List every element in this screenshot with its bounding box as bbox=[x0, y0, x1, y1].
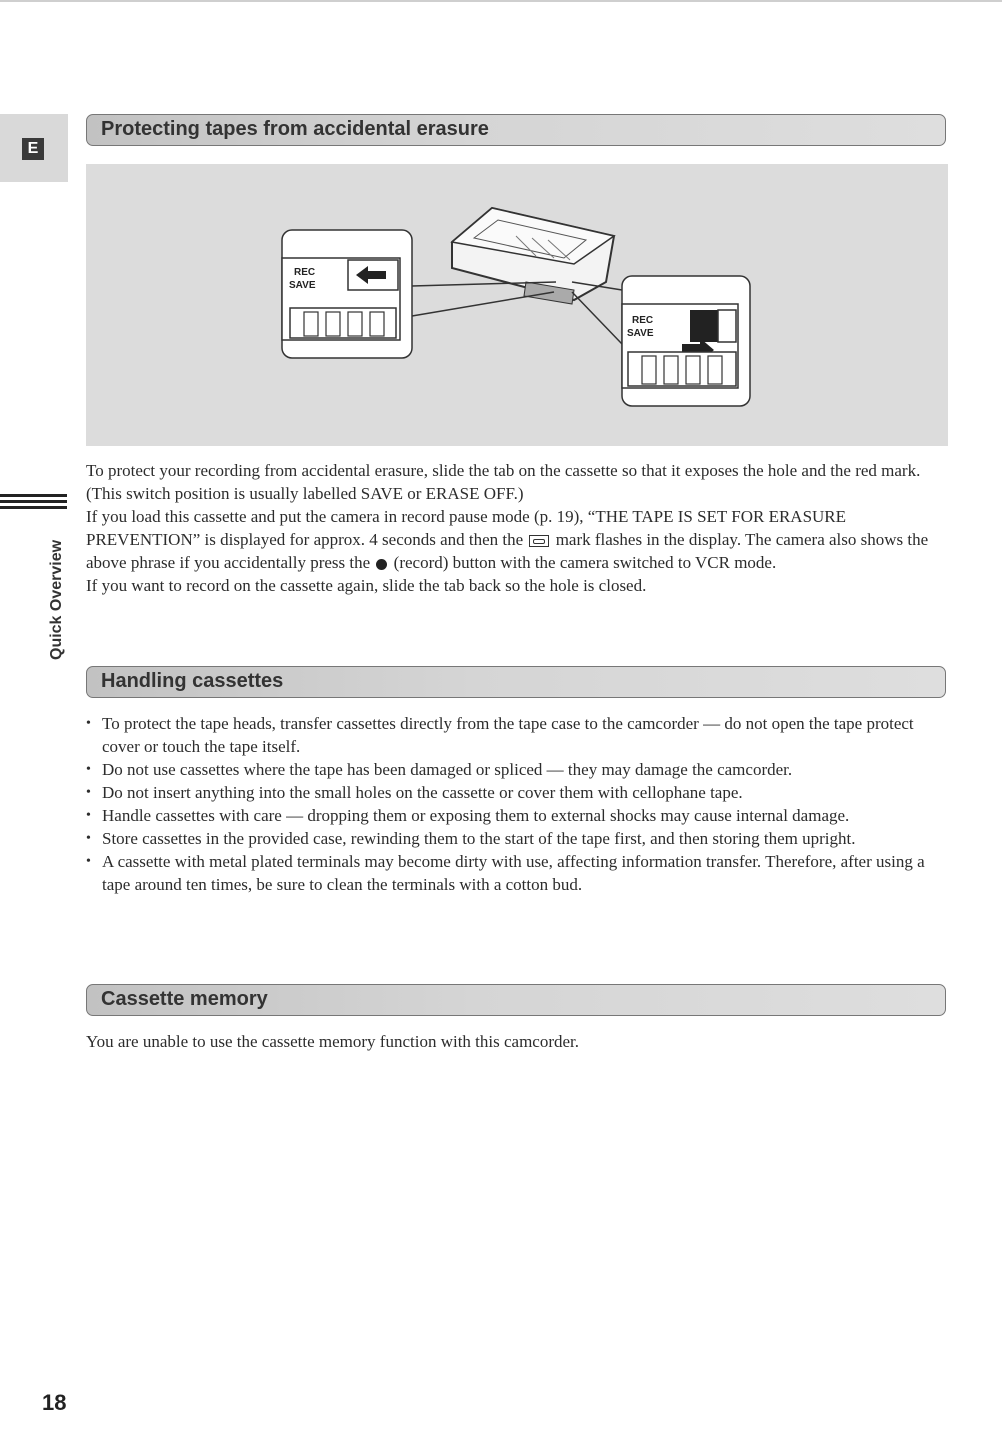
cassette-memory-paragraph: You are unable to use the cassette memory function with this camcorder. bbox=[86, 1032, 580, 1051]
tab-closed-detail bbox=[282, 230, 412, 358]
save-label-right: SAVE bbox=[627, 328, 654, 339]
section2-body bbox=[86, 712, 946, 896]
side-rules bbox=[0, 494, 67, 512]
section-title: Protecting tapes from accidental erasure bbox=[101, 118, 489, 140]
cassette-illustration bbox=[86, 164, 948, 446]
language-tab bbox=[0, 114, 68, 182]
handling-list bbox=[86, 712, 946, 896]
list-item: • Do not insert anything into the small holes on the cassette or cover them with cellophane tape. bbox=[86, 781, 946, 804]
tab-open-detail bbox=[622, 276, 750, 406]
rec-label-right: REC bbox=[632, 315, 654, 326]
section3-body bbox=[86, 1030, 946, 1053]
section-side-label: Quick Overview bbox=[48, 539, 65, 660]
rec-label-left: REC bbox=[294, 267, 316, 278]
list-item: • A cassette with metal plated terminals may become dirty with use, affecting information transfer. Therefore, after using a tape around ten times, be sure to clean the terminals with a cotton bud. bbox=[86, 850, 946, 896]
list-item: • Do not use cassettes where the tape has been damaged or spliced — they may damage the camcorder. bbox=[86, 758, 946, 781]
list-item: • Handle cassettes with care — dropping them or exposing them to external shocks may cause internal damage. bbox=[86, 804, 946, 827]
list-item: • Store cassettes in the provided case, rewinding them to the start of the tape first, and then storing them upright. bbox=[86, 827, 946, 850]
section1-body bbox=[86, 459, 946, 597]
save-label-left: SAVE bbox=[289, 280, 316, 291]
record-button-icon bbox=[376, 559, 387, 570]
section-header-handling bbox=[86, 666, 946, 698]
erasure-paragraph-2: If you load this cassette and put the camera in record pause mode (p. 19), “THE TAPE IS SET FOR ERASURE PREVENTION” is displayed for approx. 4 seconds and then the mark flashes in the display. The camera also shows the above phrase if you accidentally press the (record) button with the camera switched to VCR mode. bbox=[86, 507, 929, 572]
cassette-drawing bbox=[452, 208, 614, 304]
section-header-cassette-memory bbox=[86, 984, 946, 1016]
page-number: 18 bbox=[42, 1390, 67, 1415]
language-letter: E bbox=[22, 138, 44, 160]
section-header-protecting bbox=[86, 114, 946, 146]
section-title: Cassette memory bbox=[101, 988, 268, 1010]
erasure-paragraph-3: If you want to record on the cassette again, slide the tab back so the hole is closed. bbox=[86, 576, 647, 595]
erasure-paragraph-1: To protect your recording from accidental erasure, slide the tab on the cassette so that it exposes the hole and the red mark. (This switch position is usually labelled SAVE or ERASE OFF.) bbox=[86, 461, 921, 503]
section-title: Handling cassettes bbox=[101, 670, 284, 692]
cassette-diagram bbox=[86, 164, 948, 446]
list-item: • To protect the tape heads, transfer cassettes directly from the tape case to the camcorder — do not open the tape protect cover or touch the tape itself. bbox=[86, 712, 946, 758]
top-rule bbox=[0, 0, 1002, 2]
cassette-mark-icon bbox=[529, 535, 549, 547]
